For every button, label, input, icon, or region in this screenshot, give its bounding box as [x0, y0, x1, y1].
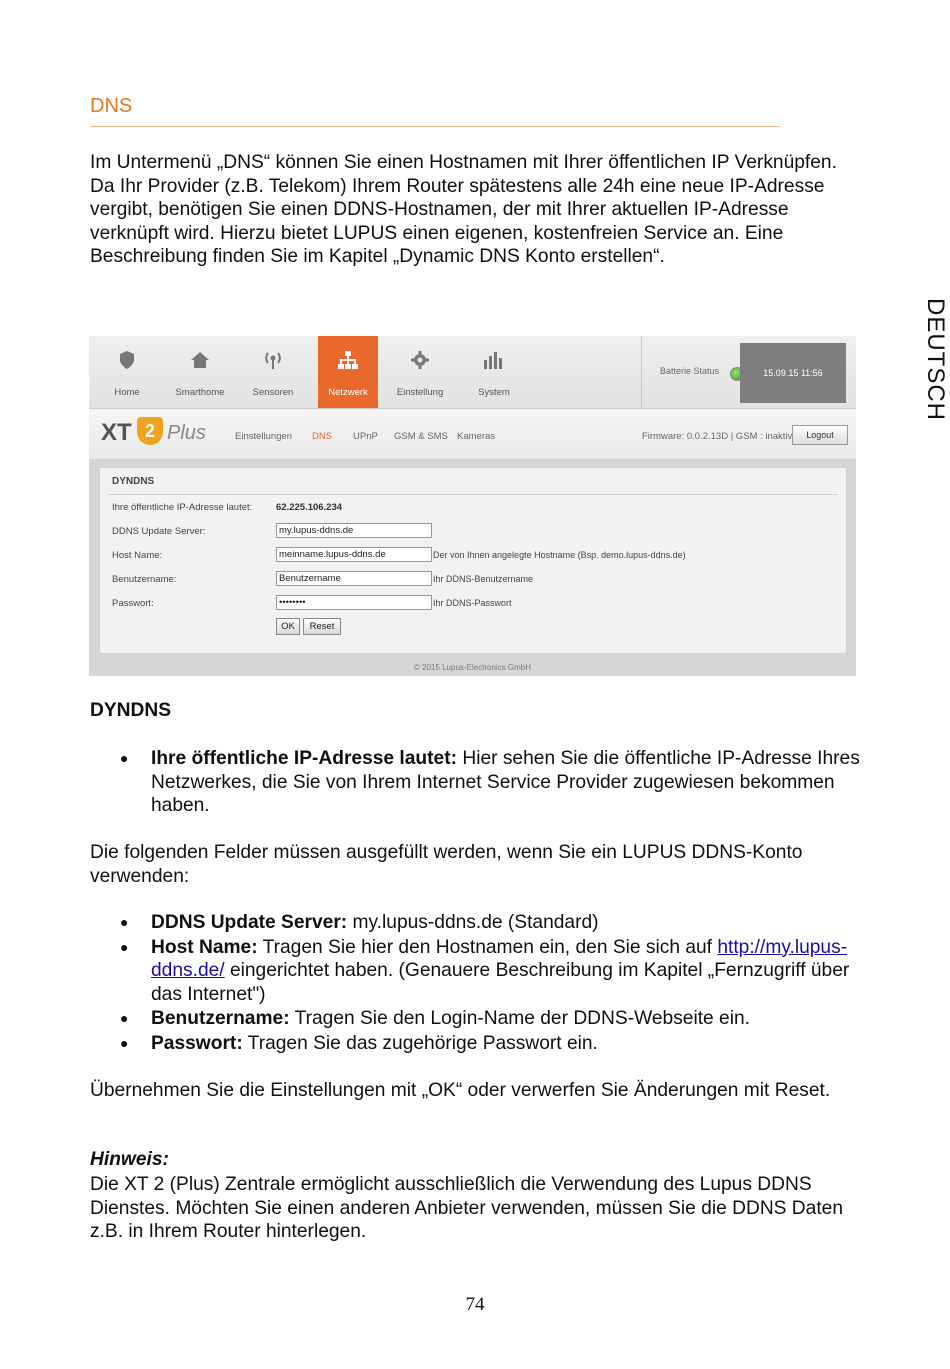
sub-navigation [89, 408, 856, 459]
router-ui-screenshot [89, 336, 856, 676]
server-label: DDNS Update Server: [112, 526, 206, 537]
nav-label: Netzwerk [328, 387, 368, 398]
language-side-tab: DEUTSCH [922, 298, 949, 422]
nav-label: Smarthome [175, 387, 225, 398]
nav-label: Home [114, 387, 140, 398]
logo-shield: 2 [137, 417, 163, 445]
copyright-footer: © 2015 Lupus-Electronics GmbH [413, 663, 532, 672]
list-item [90, 911, 870, 935]
section-title: DNS [90, 95, 133, 117]
nav-label: Einstellung [396, 387, 444, 398]
subtab-upnp[interactable]: UPnP [353, 431, 378, 442]
bullet-icon: ● [120, 750, 129, 766]
fields-intro-paragraph: Die folgenden Felder müssen ausgefüllt werden, wenn Sie ein LUPUS DDNS-Konto verwenden: [90, 842, 803, 887]
ddns-link[interactable]: http://my.lupus-ddns.de/ [151, 936, 848, 981]
logo-plus: Plus [167, 422, 206, 444]
confirm-paragraph: Übernehmen Sie die Einstellungen mit „OK“ oder verwerfen Sie Änderungen mit Reset. [90, 1080, 831, 1101]
bullet-text: my.lupus-ddns.de (Standard) [347, 912, 599, 933]
list-item [90, 1032, 870, 1056]
nav-smarthome[interactable] [170, 336, 230, 408]
pass-hint: Ihr DDNS-Passwort [433, 598, 512, 608]
panel-divider [108, 494, 838, 495]
bullet-term: Host Name: [151, 936, 258, 958]
note-title: Hinweis: [90, 1149, 169, 1170]
subtab-kameras[interactable]: Kameras [457, 431, 496, 442]
nav-home[interactable] [97, 336, 157, 408]
bar-chart-icon [464, 350, 524, 374]
user-label: Benutzername: [112, 574, 177, 585]
reset-button[interactable]: Reset [303, 618, 341, 635]
note-paragraph: Die XT 2 (Plus) Zentrale ermöglicht ausschließlich die Verwendung des Lupus DDNS Dienstes. Möchten Sie einen anderen Anbieter verwenden, müssen Sie die DDNS Daten z.B. in Ihrem Router hinterlegen. [90, 1174, 844, 1242]
host-label: Host Name: [112, 550, 163, 561]
server-input[interactable]: my.lupus-ddns.de [276, 523, 432, 538]
ok-button[interactable]: OK [276, 618, 300, 635]
signal-icon [243, 350, 303, 374]
intro-paragraph: Im Untermenü „DNS“ können Sie einen Hostnamen mit Ihrer öffentlichen IP Verknüpfen. Da Ihr Provider (z.B. Telekom) Ihrem Router spätestens alle 24h eine neue IP-Adresse vergibt, benötigen Sie einen DDNS-Hostnamen, der mit Ihrer aktuellen IP-Adresse verknüpft wird. Hierzu bietet LUPUS einen eigenen, kostenfreien Service an. Eine Beschreibung finden Sie im Kapitel „Dynamic DNS Konto erstellen“. [90, 152, 837, 267]
bullet-term: Passwort: [151, 1032, 243, 1054]
bullet-icon: ● [120, 914, 129, 930]
logo-xt: XT [101, 419, 132, 446]
network-icon [318, 350, 378, 374]
nav-netzwerk[interactable] [318, 336, 378, 408]
panel-title: DYNDNS [112, 476, 155, 487]
list-item [90, 1007, 870, 1031]
subtab-dns[interactable]: DNS [312, 431, 333, 442]
firmware-info: Firmware: 0.0.2.13D | GSM : inaktiv [642, 431, 793, 442]
pass-label: Passwort: [112, 598, 154, 609]
user-input[interactable]: Benutzername [276, 571, 432, 586]
nav-system[interactable] [464, 336, 524, 408]
pass-input[interactable]: •••••••• [276, 595, 432, 610]
ip-bullet-list [90, 747, 870, 819]
host-hint: Der von Ihnen angelegte Hostname (Bsp. demo.lupus-ddns.de) [433, 550, 686, 560]
fields-bullet-list [90, 911, 870, 1056]
subtab-einstellungen[interactable]: Einstellungen [235, 431, 293, 442]
bullet-text: Tragen Sie hier den Hostnamen ein, den Sie sich auf [257, 936, 718, 958]
house-icon [170, 350, 230, 374]
bullet-term: Benutzername: [151, 1008, 290, 1029]
nav-divider [641, 336, 642, 408]
host-input[interactable]: meinname.lupus-ddns.de [276, 547, 432, 562]
page-number: 74 [465, 1294, 485, 1315]
dyndns-heading: DYNDNS [90, 700, 172, 721]
shield-icon [97, 350, 157, 374]
dyndns-panel [99, 467, 847, 654]
bullet-text: Tragen Sie das zugehörige Passwort ein. [242, 1032, 598, 1054]
bullet-icon: ● [120, 1010, 129, 1026]
bullet-text: eingerichtet haben. (Genauere Beschreibung im Kapitel „Fernzugriff über das Internet") [151, 960, 850, 1005]
list-item [90, 747, 870, 818]
bullet-term: DDNS Update Server: [151, 912, 348, 933]
user-hint: Ihr DDNS-Benutzername [433, 574, 534, 584]
subtab-gsm-sms[interactable]: GSM & SMS [394, 431, 448, 442]
battery-status-label: Batterie Status [660, 366, 720, 376]
bullet-icon: ● [120, 1034, 129, 1051]
bullet-text: Hier sehen Sie die öffentliche IP-Adresse Ihres Netzwerkes, die Sie von Ihrem Internet Service Provider zugewiesen bekommen haben. [151, 748, 860, 816]
ip-label: Ihre öffentliche IP-Adresse lautet: [112, 502, 253, 513]
nav-label: System [478, 387, 510, 398]
section-divider [90, 126, 780, 127]
list-item [90, 936, 870, 1007]
gear-icon [390, 350, 450, 374]
bullet-text: Tragen Sie den Login-Name der DDNS-Webseite ein. [289, 1008, 750, 1029]
logout-button[interactable]: Logout [792, 425, 848, 445]
bullet-icon: ● [120, 938, 129, 955]
bullet-term: Ihre öffentliche IP-Adresse lautet: [151, 748, 457, 769]
nav-sensoren[interactable] [243, 336, 303, 408]
nav-einstellung[interactable] [390, 336, 450, 408]
datetime-display: 15.09.15 11:56 [740, 343, 846, 403]
nav-label: Sensoren [252, 387, 294, 398]
ip-value: 62.225.106.234 [276, 502, 343, 513]
top-navigation [89, 336, 856, 408]
